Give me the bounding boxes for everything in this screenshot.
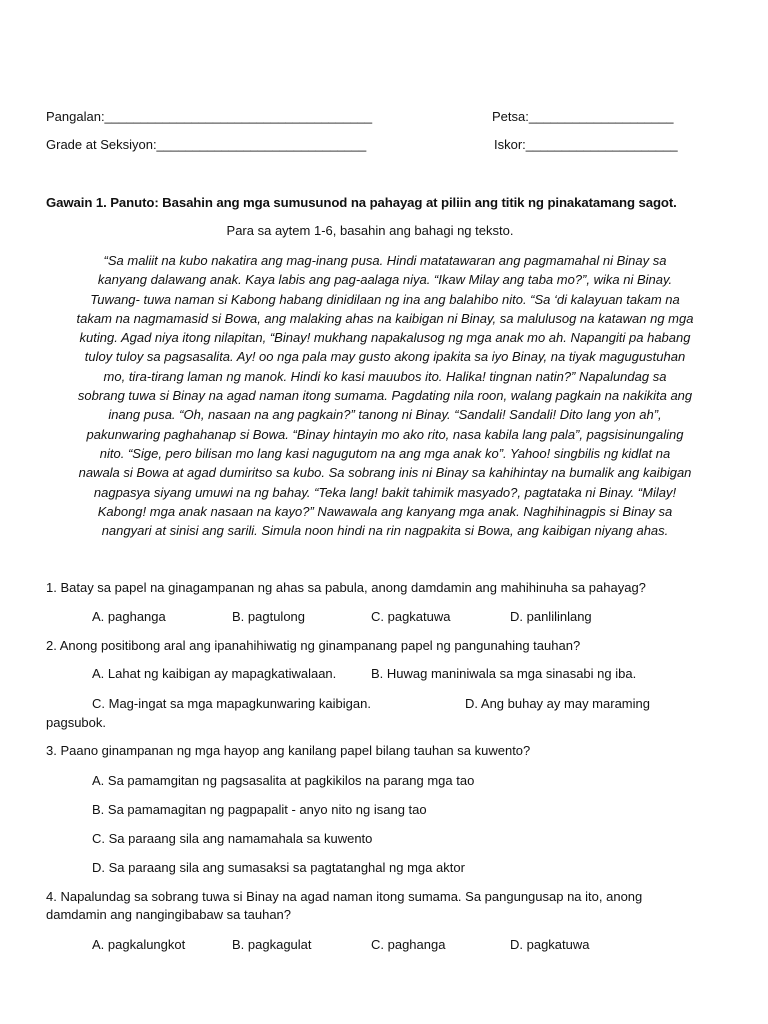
q4-option-b[interactable]: B. pagkagulat bbox=[232, 937, 312, 952]
passage-line: nito. “Sige, pero bilisan mo lang kasi nagugutom na ang mga anak ko”. Yahoo! singbilis ng kidlat na bbox=[99, 445, 671, 461]
q3-option-b[interactable]: B. Sa pamamagitan ng pagpapalit - anyo nito ng isang tao bbox=[92, 802, 427, 817]
passage-line: Kabong! mga anak nasaan na kayo?” Nawawala ang kanyang mga anak. Naghihinagpis si Binay sa bbox=[97, 503, 673, 519]
q2-option-d-continuation: pagsubok. bbox=[46, 715, 106, 730]
question-2: 2. Anong positibong aral ang ipanahihiwatig ng ginampanang papel ng pangunahing tauhan? bbox=[46, 638, 581, 653]
q1-option-a[interactable]: A. paghanga bbox=[92, 609, 166, 624]
name-field[interactable]: Pangalan:_____________________________________ bbox=[46, 109, 373, 124]
passage-line: “Sa maliit na kubo nakatira ang mag-inang pusa. Hindi matatawaran ang pagmamahal ni Binay sa bbox=[103, 253, 667, 268]
q2-option-b[interactable]: B. Huwag maniniwala sa mga sinasabi ng iba. bbox=[371, 666, 637, 681]
passage-line: sobrang tuwa si Binay na agad naman itong sumama. Pagdating nila roon, walang pagkain na nakikita ang bbox=[77, 388, 693, 404]
q3-option-a[interactable]: A. Sa pamamgitan ng pagsasalita at pagkikilos na parang mga tao bbox=[92, 773, 475, 788]
q2-option-a[interactable]: A. Lahat ng kaibigan ay mapagkatiwalaan. bbox=[92, 666, 337, 681]
passage-line: kanyang dalawang anak. Kaya labis ang pag-aalaga niya. “Ikaw Milay ang taba mo?”, wika ni Binay. bbox=[97, 272, 673, 288]
date-field[interactable]: Petsa:____________________ bbox=[492, 109, 674, 124]
question-4: 4. Napalundag sa sobrang tuwa si Binay na agad naman itong sumama. Sa pangungusap na ito, anong bbox=[46, 889, 643, 904]
passage-line: inang pusa. “Oh, nasaan na ang pagkain?” tanong ni Binay. “Sandali! Sandali! Dito lang yon ah”, bbox=[108, 407, 662, 423]
activity-instruction: Gawain 1. Panuto: Basahin ang mga sumusunod na pahayag at piliin ang titik ng pinakatamang sagot. bbox=[46, 195, 677, 210]
items-note: Para sa aytem 1-6, basahin ang bahagi ng teksto. bbox=[226, 223, 514, 238]
grade-section-field[interactable]: Grade at Seksiyon:_____________________________ bbox=[46, 137, 367, 152]
passage-line: takam na nagmamasid si Bowa, ang malaking ahas na kaibigan ni Binay, sa malulusog na katawan ng mga bbox=[76, 310, 694, 326]
q3-option-c[interactable]: C. Sa paraang sila ang namamahala sa kuwento bbox=[92, 831, 373, 846]
passage-line: nawala si Bowa at agad dumiritso sa kubo. Sa sobrang inis ni Binay sa kahihintay na bumalik ang kaibigan bbox=[78, 465, 692, 481]
q4-option-a[interactable]: A. pagkalungkot bbox=[92, 937, 186, 952]
q4-option-c[interactable]: C. paghanga bbox=[371, 937, 446, 952]
q2-option-c[interactable]: C. Mag-ingat sa mga mapagkunwaring kaibigan. bbox=[92, 696, 371, 711]
passage-line: nangyari at sinisi ang sarili. Simula noon hindi na rin nagpakita si Bowa, ang kaibigan niyang ahas. bbox=[101, 523, 669, 539]
q3-option-d[interactable]: D. Sa paraang sila ang sumasaksi sa pagtatanghal ng mga aktor bbox=[92, 860, 465, 875]
q2-option-d[interactable]: D. Ang buhay ay may maraming bbox=[465, 696, 650, 711]
question-3: 3. Paano ginampanan ng mga hayop ang kanilang papel bilang tauhan sa kuwento? bbox=[46, 743, 531, 758]
story-passage bbox=[40, 251, 730, 540]
passage-line: tuloy tuloy sa pagsasalita. Ay! oo nga pala may gusto akong ipakita sa iyo Binay, na tiyak magugustuhan bbox=[84, 349, 686, 365]
question-1: 1. Batay sa papel na ginagampanan ng ahas sa pabula, anong damdamin ang mahihinuha sa pahayag? bbox=[46, 580, 646, 595]
passage-line: nagpasya siyang umuwi na ng bahay. “Teka lang! bakit tahimik masyado?, pagtataka ni Binay. “Milay! bbox=[93, 484, 677, 500]
passage-line: Tuwang- tuwa naman si Kabong habang dinidilaan ng ina ang balahibo nito. “Sa ‘di kalayuan takam na bbox=[90, 291, 680, 307]
passage-line: kuting. Agad niya itong nilapitan, “Binay! mukhang napakalusog ng mga anak mo ah. Napangiti pa habang bbox=[79, 330, 691, 346]
q1-option-d[interactable]: D. panlilinlang bbox=[510, 609, 592, 624]
passage-line: mo, tira-tirang laman ng manok. Hindi ko kasi mauubos ito. Halika! tingnan natin?” Napalundag sa bbox=[103, 368, 667, 384]
passage-line: pakunwaring paghahanap si Bowa. “Binay hintayin mo ako rito, nasa kabila lang pala”, pagsisinungaling bbox=[86, 426, 684, 442]
question-4-continuation: damdamin ang nangingibabaw sa tauhan? bbox=[46, 907, 292, 922]
q4-option-d[interactable]: D. pagkatuwa bbox=[510, 937, 590, 952]
score-field[interactable]: Iskor:_____________________ bbox=[494, 137, 678, 152]
q1-option-b[interactable]: B. pagtulong bbox=[232, 609, 306, 624]
q1-option-c[interactable]: C. pagkatuwa bbox=[371, 609, 451, 624]
